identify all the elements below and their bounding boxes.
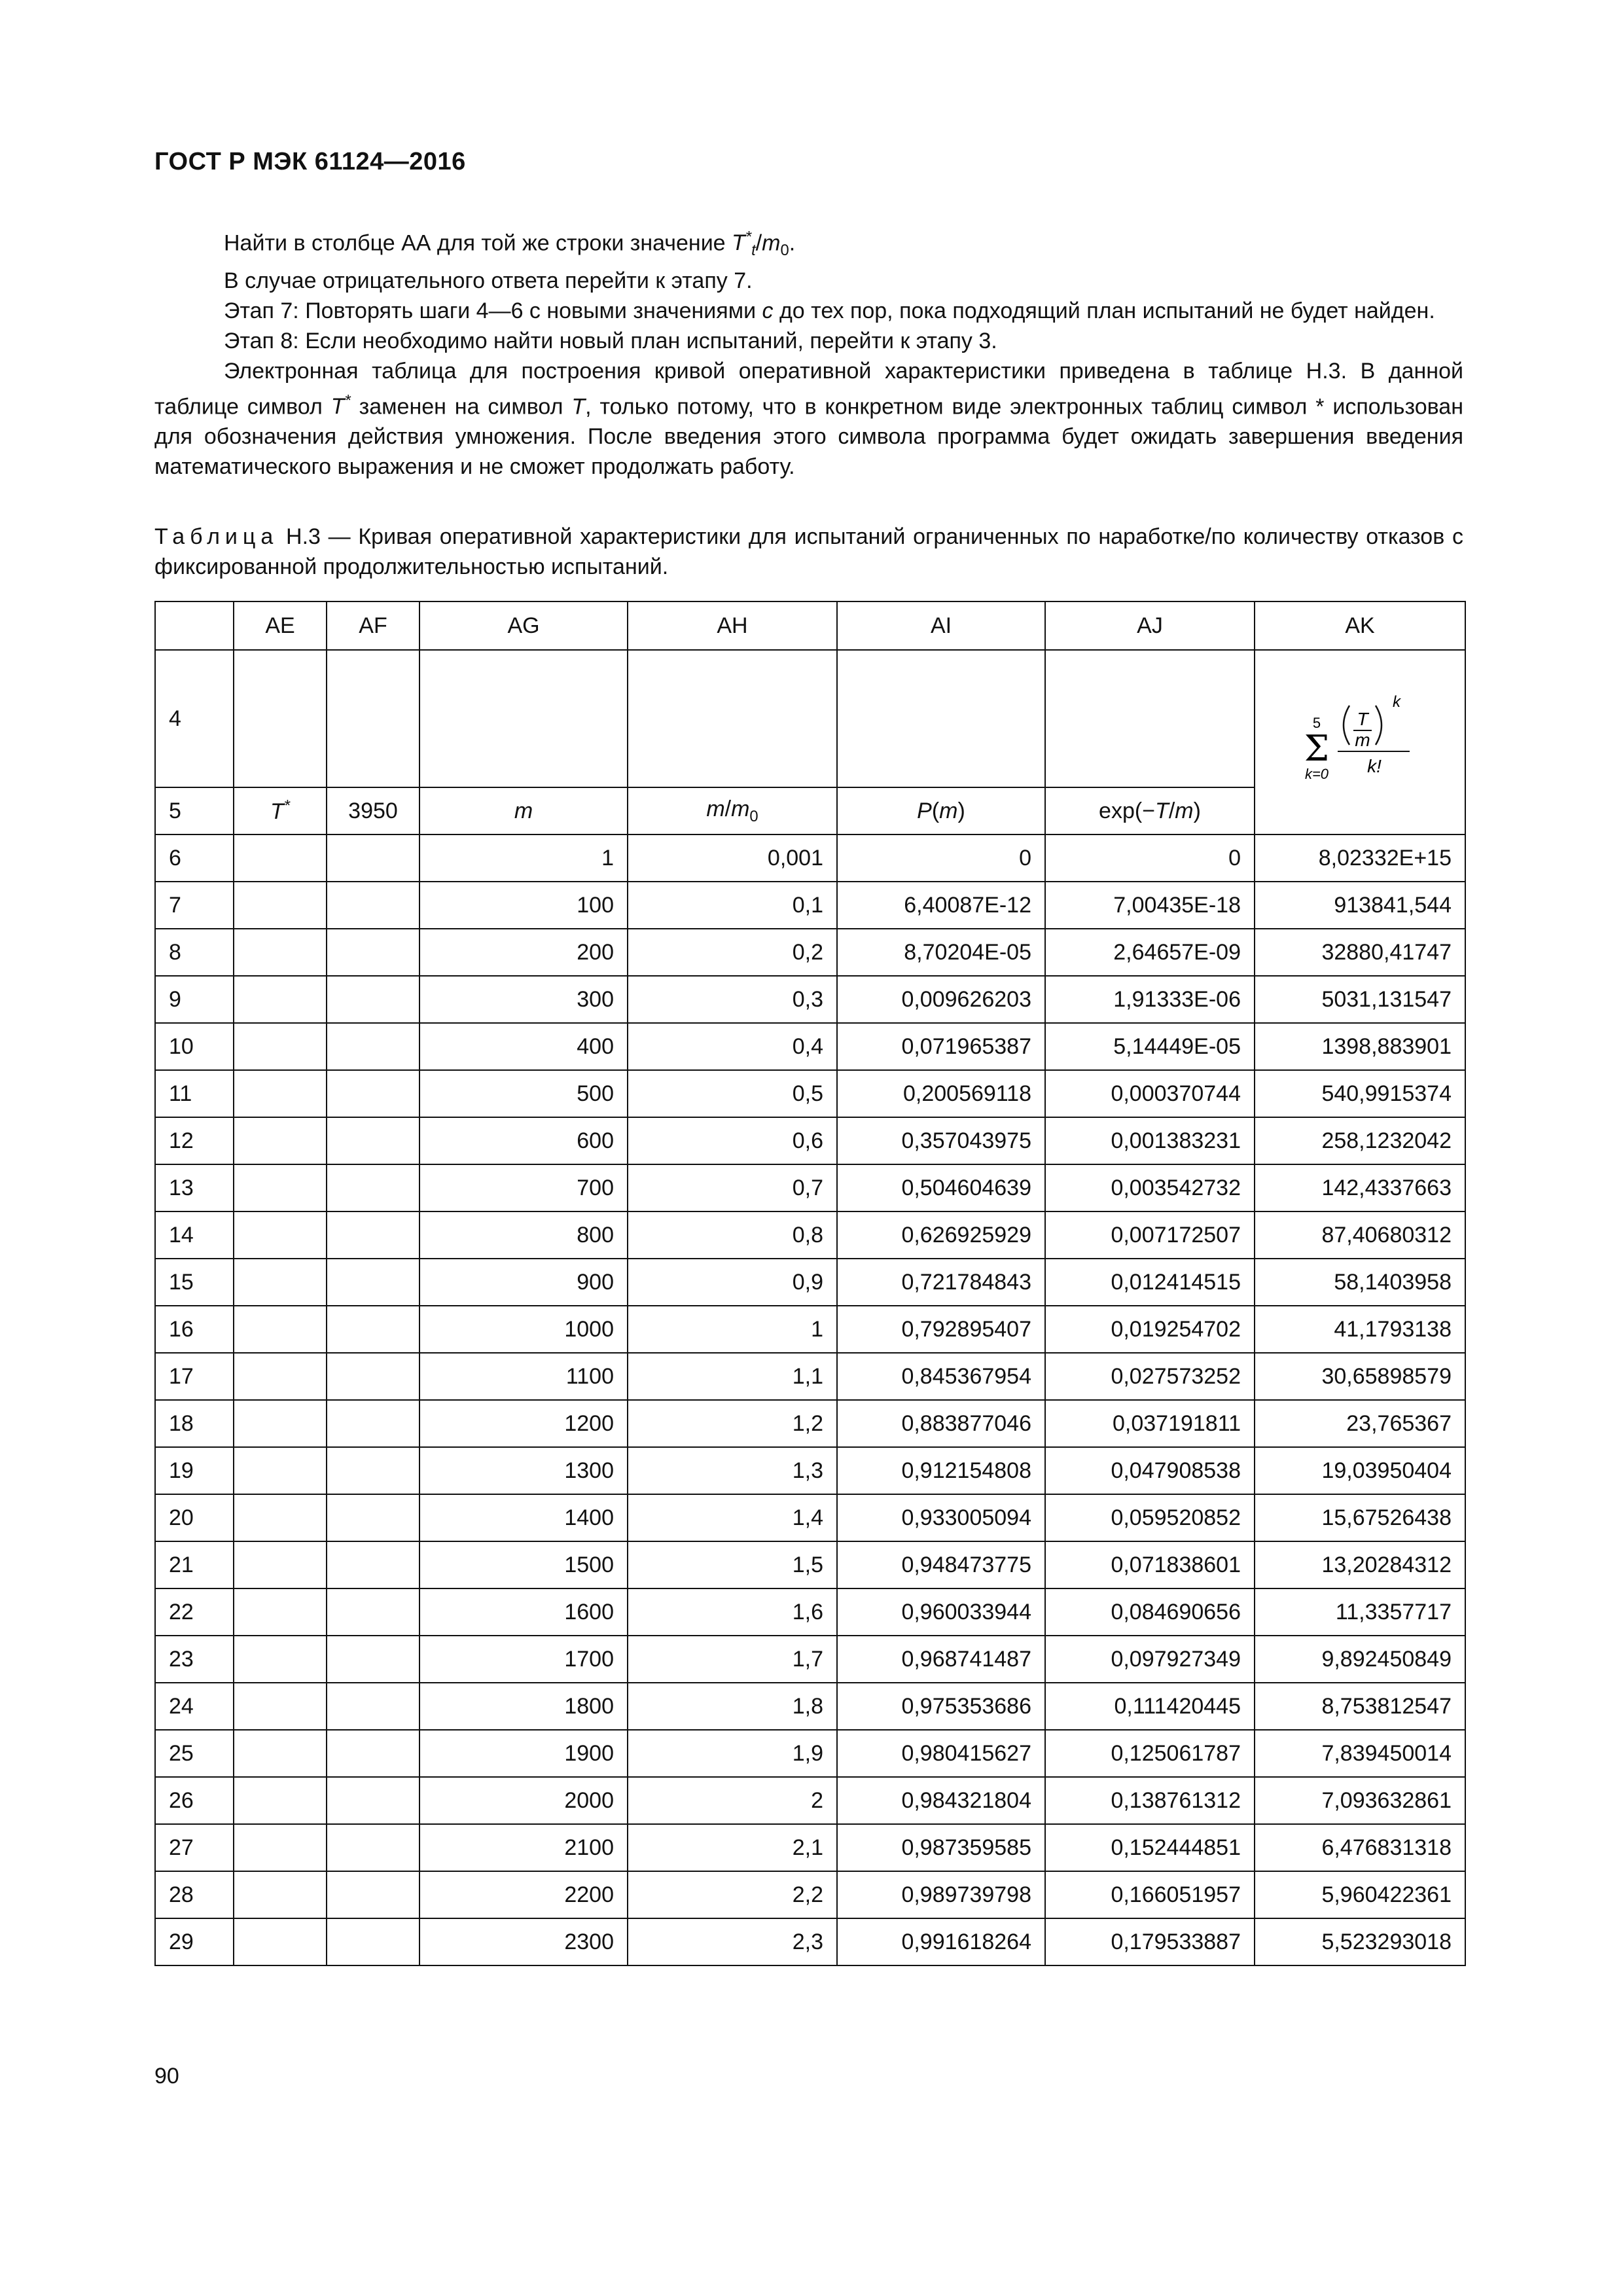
row-number: 9 bbox=[155, 976, 234, 1023]
table-cell: 1,6 bbox=[628, 1588, 837, 1636]
table-cell: 0,111420445 bbox=[1045, 1683, 1255, 1730]
row-number: 14 bbox=[155, 1211, 234, 1259]
table-row bbox=[155, 1117, 1465, 1164]
table-cell: 0,071838601 bbox=[1045, 1541, 1255, 1588]
table-cell: 9,892450849 bbox=[1255, 1636, 1465, 1683]
sum-lower-limit: k=0 bbox=[1304, 765, 1329, 782]
table-cell bbox=[327, 929, 419, 976]
table-row bbox=[155, 1400, 1465, 1447]
table-cell bbox=[327, 1447, 419, 1494]
row-number: 12 bbox=[155, 1117, 234, 1164]
table-cell: 0,5 bbox=[628, 1070, 837, 1117]
table-cell: 2,3 bbox=[628, 1918, 837, 1965]
table-cell: 0,912154808 bbox=[837, 1447, 1045, 1494]
table-cell: 200 bbox=[419, 929, 628, 976]
table-cell: 0,845367954 bbox=[837, 1353, 1045, 1400]
table-cell bbox=[327, 1824, 419, 1871]
table-cell: 7,839450014 bbox=[1255, 1730, 1465, 1777]
table-cell: 142,4337663 bbox=[1255, 1164, 1465, 1211]
left-paren bbox=[1344, 706, 1349, 745]
table-cell: 1,1 bbox=[628, 1353, 837, 1400]
table-cell: 13,20284312 bbox=[1255, 1541, 1465, 1588]
table-cell: 913841,544 bbox=[1255, 882, 1465, 929]
table-cell: 0,960033944 bbox=[837, 1588, 1045, 1636]
cell-ah-5: $m/m_0$ bbox=[628, 787, 837, 834]
table-cell bbox=[234, 1164, 327, 1211]
table-cell bbox=[234, 1636, 327, 1683]
table-cell: 0,948473775 bbox=[837, 1541, 1045, 1588]
table-cell bbox=[234, 1400, 327, 1447]
row-number: 24 bbox=[155, 1683, 234, 1730]
sum-formula bbox=[1294, 687, 1425, 792]
table-cell: 0,166051957 bbox=[1045, 1871, 1255, 1918]
table-cell bbox=[234, 976, 327, 1023]
p1-end: . bbox=[789, 230, 796, 256]
table-cell: 1200 bbox=[419, 1400, 628, 1447]
table-cell: 0,7 bbox=[628, 1164, 837, 1211]
table-row bbox=[155, 1588, 1465, 1636]
table-cell: 0,1 bbox=[628, 882, 837, 929]
table-row bbox=[155, 1164, 1465, 1211]
table-cell bbox=[234, 882, 327, 929]
table-row bbox=[155, 1730, 1465, 1777]
table-cell bbox=[327, 1211, 419, 1259]
sum-upper-limit: 5 bbox=[1312, 714, 1321, 731]
column-header: AF bbox=[327, 601, 419, 650]
table-cell: 2300 bbox=[419, 1918, 628, 1965]
table-cell: 2000 bbox=[419, 1777, 628, 1824]
table-cell bbox=[234, 1683, 327, 1730]
table-cell: 1600 bbox=[419, 1588, 628, 1636]
cell-aj-4 bbox=[1045, 650, 1255, 787]
table-cell bbox=[327, 1023, 419, 1070]
table-cell bbox=[234, 1541, 327, 1588]
table-cell: 0,883877046 bbox=[837, 1400, 1045, 1447]
row-number: 13 bbox=[155, 1164, 234, 1211]
row-number: 17 bbox=[155, 1353, 234, 1400]
row-number: 25 bbox=[155, 1730, 234, 1777]
right-paren bbox=[1376, 706, 1382, 745]
row-number: 29 bbox=[155, 1918, 234, 1965]
cell-aj-5: exp(−T/m) bbox=[1045, 787, 1255, 834]
table-cell: 0,138761312 bbox=[1045, 1777, 1255, 1824]
row-number: 4 bbox=[155, 650, 234, 787]
column-header: AJ bbox=[1045, 601, 1255, 650]
table-cell: 700 bbox=[419, 1164, 628, 1211]
row-number: 23 bbox=[155, 1636, 234, 1683]
table-cell bbox=[327, 1259, 419, 1306]
table-cell: 7,00435E-18 bbox=[1045, 882, 1255, 929]
table-cell: 1 bbox=[628, 1306, 837, 1353]
table-cell bbox=[234, 1447, 327, 1494]
table-cell bbox=[327, 1164, 419, 1211]
table-cell: 0,001 bbox=[628, 834, 837, 882]
cell-ai-5: P(m) bbox=[837, 787, 1045, 834]
table-cell: 6,476831318 bbox=[1255, 1824, 1465, 1871]
cell-ag-5: m bbox=[419, 787, 628, 834]
table-cell: 1500 bbox=[419, 1541, 628, 1588]
table-cell: 0,001383231 bbox=[1045, 1117, 1255, 1164]
table-cell: 0,047908538 bbox=[1045, 1447, 1255, 1494]
table-cell bbox=[234, 1023, 327, 1070]
paragraph-1 bbox=[154, 223, 1463, 266]
table-cell: 0,027573252 bbox=[1045, 1353, 1255, 1400]
table-cell bbox=[234, 1824, 327, 1871]
sigma-symbol: Σ bbox=[1304, 727, 1330, 769]
table-cell: 0,097927349 bbox=[1045, 1636, 1255, 1683]
table-cell bbox=[234, 1259, 327, 1306]
table-cell: 2 bbox=[628, 1777, 837, 1824]
table-cell: 1800 bbox=[419, 1683, 628, 1730]
table-cell bbox=[234, 1777, 327, 1824]
table-cell: 1,9 bbox=[628, 1730, 837, 1777]
table-row bbox=[155, 1683, 1465, 1730]
table-cell: 1,8 bbox=[628, 1683, 837, 1730]
table-cell: 0,626925929 bbox=[837, 1211, 1045, 1259]
table-cell: 0,012414515 bbox=[1045, 1259, 1255, 1306]
table-cell: 30,65898579 bbox=[1255, 1353, 1465, 1400]
table-cell: 8,70204E-05 bbox=[837, 929, 1045, 976]
table-cell bbox=[234, 929, 327, 976]
table-cell bbox=[234, 1117, 327, 1164]
table-cell: 0,007172507 bbox=[1045, 1211, 1255, 1259]
p1-var-t: $T^*_t$ bbox=[732, 228, 756, 260]
row-number: 10 bbox=[155, 1023, 234, 1070]
table-cell: 1100 bbox=[419, 1353, 628, 1400]
table-cell: 1400 bbox=[419, 1494, 628, 1541]
table-row bbox=[155, 1494, 1465, 1541]
p1-sub-0: 0 bbox=[780, 242, 789, 260]
table-cell: 1,91333E-06 bbox=[1045, 976, 1255, 1023]
table-cell: 0,200569118 bbox=[837, 1070, 1045, 1117]
row-number: 26 bbox=[155, 1777, 234, 1824]
cell-ag-4 bbox=[419, 650, 628, 787]
p1-var-m: m bbox=[762, 230, 781, 256]
table-cell: 1,3 bbox=[628, 1447, 837, 1494]
paragraph-3: Этап 7: Повторять шаги 4—6 с новыми значениями c до тех пор, пока подходящий план испытаний не будет найден. bbox=[224, 298, 1435, 324]
table-row bbox=[155, 1259, 1465, 1306]
p1-slash: / bbox=[755, 230, 762, 256]
table-cell: 0,019254702 bbox=[1045, 1306, 1255, 1353]
table-cell bbox=[327, 1636, 419, 1683]
table-cell: 0 bbox=[837, 834, 1045, 882]
column-header: AH bbox=[628, 601, 837, 650]
cell-ah-4 bbox=[628, 650, 837, 787]
table-cell: 0,084690656 bbox=[1045, 1588, 1255, 1636]
table-cell: 1,2 bbox=[628, 1400, 837, 1447]
table-cell bbox=[327, 1400, 419, 1447]
table-cell: 1,7 bbox=[628, 1636, 837, 1683]
inner-numerator: T bbox=[1357, 708, 1368, 729]
row-number: 16 bbox=[155, 1306, 234, 1353]
factorial-denominator: k! bbox=[1367, 755, 1382, 776]
caption-label: Таблица bbox=[154, 524, 279, 549]
inner-denominator: m bbox=[1355, 729, 1370, 750]
table-row bbox=[155, 1211, 1465, 1259]
table-cell: 0,003542732 bbox=[1045, 1164, 1255, 1211]
table-cell: 0,357043975 bbox=[837, 1117, 1045, 1164]
table-cell: 0,968741487 bbox=[837, 1636, 1045, 1683]
table-cell bbox=[327, 882, 419, 929]
table-cell: 0,975353686 bbox=[837, 1683, 1045, 1730]
table-cell: 0,009626203 bbox=[837, 976, 1045, 1023]
table-row bbox=[155, 929, 1465, 976]
table-row bbox=[155, 834, 1465, 882]
table-cell: 0,9 bbox=[628, 1259, 837, 1306]
table-cell bbox=[327, 1494, 419, 1541]
table-cell: 0,8 bbox=[628, 1211, 837, 1259]
table-cell: 258,1232042 bbox=[1255, 1117, 1465, 1164]
table-cell bbox=[327, 1730, 419, 1777]
table-cell bbox=[234, 1588, 327, 1636]
body-text bbox=[154, 223, 1463, 482]
row-number: 27 bbox=[155, 1824, 234, 1871]
table-cell bbox=[234, 1353, 327, 1400]
table-cell: 1700 bbox=[419, 1636, 628, 1683]
table-cell: 2,64657E-09 bbox=[1045, 929, 1255, 976]
table-cell bbox=[234, 834, 327, 882]
cell-af-5: 3950 bbox=[327, 787, 419, 834]
table-cell: 1,4 bbox=[628, 1494, 837, 1541]
table-cell: 0,2 bbox=[628, 929, 837, 976]
table-cell bbox=[327, 1777, 419, 1824]
table-row-4 bbox=[155, 650, 1465, 787]
table-cell bbox=[234, 1871, 327, 1918]
row-number: 8 bbox=[155, 929, 234, 976]
table-row bbox=[155, 1824, 1465, 1871]
table-cell bbox=[327, 1588, 419, 1636]
table-cell: 400 bbox=[419, 1023, 628, 1070]
table-row bbox=[155, 1447, 1465, 1494]
row-number: 19 bbox=[155, 1447, 234, 1494]
table-cell bbox=[327, 1683, 419, 1730]
table-row bbox=[155, 1871, 1465, 1918]
table-row bbox=[155, 882, 1465, 929]
table-row bbox=[155, 1023, 1465, 1070]
table-caption bbox=[154, 522, 1463, 582]
paragraph-4: Этап 8: Если необходимо найти новый план испытаний, перейти к этапу 3. bbox=[224, 329, 997, 354]
column-header-row bbox=[155, 601, 1465, 650]
table-cell: 0,6 bbox=[628, 1117, 837, 1164]
table-cell: 15,67526438 bbox=[1255, 1494, 1465, 1541]
table-cell: 2200 bbox=[419, 1871, 628, 1918]
table-cell: 600 bbox=[419, 1117, 628, 1164]
table-cell: 1000 bbox=[419, 1306, 628, 1353]
caption-text: Н.3 — Кривая оперативной характеристики для испытаний ограниченных по наработке/по количеству отказов с фиксированной продолжительностью испытаний. bbox=[154, 524, 1463, 579]
table-cell: 2100 bbox=[419, 1824, 628, 1871]
table-cell: 0,792895407 bbox=[837, 1306, 1045, 1353]
row-number: 6 bbox=[155, 834, 234, 882]
table-row bbox=[155, 1636, 1465, 1683]
table-cell bbox=[327, 1541, 419, 1588]
table-cell: 0,071965387 bbox=[837, 1023, 1045, 1070]
table-cell: 0,991618264 bbox=[837, 1918, 1045, 1965]
table-cell: 7,093632861 bbox=[1255, 1777, 1465, 1824]
table-cell: 0,984321804 bbox=[837, 1777, 1045, 1824]
table-cell bbox=[234, 1306, 327, 1353]
table-cell: 1398,883901 bbox=[1255, 1023, 1465, 1070]
table-cell: 19,03950404 bbox=[1255, 1447, 1465, 1494]
row-number: 11 bbox=[155, 1070, 234, 1117]
paragraph-2: В случае отрицательного ответа перейти к этапу 7. bbox=[224, 268, 753, 294]
table-cell bbox=[234, 1494, 327, 1541]
paragraph-5: Электронная таблица для построения кривой оперативной характеристики приведена в таблице Н.3. В данной таблице символ T* заменен на символ T, только потому, что в конкретном виде электронных таблиц символ * использован для обозначения действия умножения. После введения этого символа программа будет ожидать завершения введения математического выражения и не сможет продолжать работу. bbox=[154, 359, 1463, 480]
table-cell: 1300 bbox=[419, 1447, 628, 1494]
table-cell: 0,989739798 bbox=[837, 1871, 1045, 1918]
table-cell: 0,125061787 bbox=[1045, 1730, 1255, 1777]
row-number: 15 bbox=[155, 1259, 234, 1306]
table-cell: 0,179533887 bbox=[1045, 1918, 1255, 1965]
table-row bbox=[155, 1353, 1465, 1400]
page-number: 90 bbox=[154, 2064, 179, 2089]
column-header: AI bbox=[837, 601, 1045, 650]
cell-ae-4 bbox=[234, 650, 327, 787]
table-cell: 0,504604639 bbox=[837, 1164, 1045, 1211]
table-cell: 300 bbox=[419, 976, 628, 1023]
table-cell: 0,059520852 bbox=[1045, 1494, 1255, 1541]
table-cell: 0,3 bbox=[628, 976, 837, 1023]
cell-ai-4 bbox=[837, 650, 1045, 787]
table-cell: 0,721784843 bbox=[837, 1259, 1045, 1306]
exponent-k: k bbox=[1393, 692, 1400, 711]
row-number: 22 bbox=[155, 1588, 234, 1636]
table-row bbox=[155, 976, 1465, 1023]
row-number: 7 bbox=[155, 882, 234, 929]
table-cell: 1900 bbox=[419, 1730, 628, 1777]
table-row bbox=[155, 1541, 1465, 1588]
p1-text: Найти в столбце АА для той же строки значение bbox=[224, 230, 732, 256]
table-cell: 0,987359585 bbox=[837, 1824, 1045, 1871]
cell-af-4 bbox=[327, 650, 419, 787]
table-cell: 800 bbox=[419, 1211, 628, 1259]
table-cell: 32880,41747 bbox=[1255, 929, 1465, 976]
table-cell: 2,1 bbox=[628, 1824, 837, 1871]
row-number: 28 bbox=[155, 1871, 234, 1918]
row-number: 20 bbox=[155, 1494, 234, 1541]
table-cell: 900 bbox=[419, 1259, 628, 1306]
table-cell: 58,1403958 bbox=[1255, 1259, 1465, 1306]
table-cell: 6,40087E-12 bbox=[837, 882, 1045, 929]
table-row bbox=[155, 1306, 1465, 1353]
column-header: AK bbox=[1255, 601, 1465, 650]
table-cell bbox=[327, 1353, 419, 1400]
column-header: AG bbox=[419, 601, 628, 650]
cell-ae-5: T* bbox=[234, 787, 327, 834]
table-cell: 540,9915374 bbox=[1255, 1070, 1465, 1117]
table-cell: 5,960422361 bbox=[1255, 1871, 1465, 1918]
table-cell bbox=[234, 1918, 327, 1965]
table-row bbox=[155, 1918, 1465, 1965]
table-cell: 23,765367 bbox=[1255, 1400, 1465, 1447]
table-cell: 0 bbox=[1045, 834, 1255, 882]
table-cell bbox=[234, 1211, 327, 1259]
table-cell: 1 bbox=[419, 834, 628, 882]
table-cell bbox=[327, 834, 419, 882]
document-header: ГОСТ Р МЭК 61124—2016 bbox=[154, 148, 466, 175]
table-cell bbox=[327, 1871, 419, 1918]
table-cell bbox=[327, 1117, 419, 1164]
table-cell: 5031,131547 bbox=[1255, 976, 1465, 1023]
table-cell bbox=[327, 1070, 419, 1117]
table-cell: 8,02332E+15 bbox=[1255, 834, 1465, 882]
table-cell: 0,037191811 bbox=[1045, 1400, 1255, 1447]
table-cell bbox=[234, 1730, 327, 1777]
column-header: AE bbox=[234, 601, 327, 650]
table-cell: 87,40680312 bbox=[1255, 1211, 1465, 1259]
cell-ak-formula bbox=[1255, 650, 1465, 834]
table-cell bbox=[327, 1918, 419, 1965]
table-row bbox=[155, 1777, 1465, 1824]
table-row bbox=[155, 1070, 1465, 1117]
spreadsheet-table bbox=[154, 601, 1466, 1966]
table-cell: 1,5 bbox=[628, 1541, 837, 1588]
table-cell: 0,933005094 bbox=[837, 1494, 1045, 1541]
table-cell: 5,14449E-05 bbox=[1045, 1023, 1255, 1070]
table-cell: 11,3357717 bbox=[1255, 1588, 1465, 1636]
table-cell: 0,4 bbox=[628, 1023, 837, 1070]
table-cell: 500 bbox=[419, 1070, 628, 1117]
table-cell: 100 bbox=[419, 882, 628, 929]
table-cell: 0,152444851 bbox=[1045, 1824, 1255, 1871]
table-cell: 41,1793138 bbox=[1255, 1306, 1465, 1353]
table-cell bbox=[327, 1306, 419, 1353]
table-cell: 2,2 bbox=[628, 1871, 837, 1918]
table-cell bbox=[234, 1070, 327, 1117]
row-number: 18 bbox=[155, 1400, 234, 1447]
table-cell: 8,753812547 bbox=[1255, 1683, 1465, 1730]
table-cell: 0,000370744 bbox=[1045, 1070, 1255, 1117]
row-number: 5 bbox=[155, 787, 234, 834]
table-cell bbox=[327, 976, 419, 1023]
table-cell: 5,523293018 bbox=[1255, 1918, 1465, 1965]
row-number: 21 bbox=[155, 1541, 234, 1588]
table-cell: 0,980415627 bbox=[837, 1730, 1045, 1777]
column-header bbox=[155, 601, 234, 650]
